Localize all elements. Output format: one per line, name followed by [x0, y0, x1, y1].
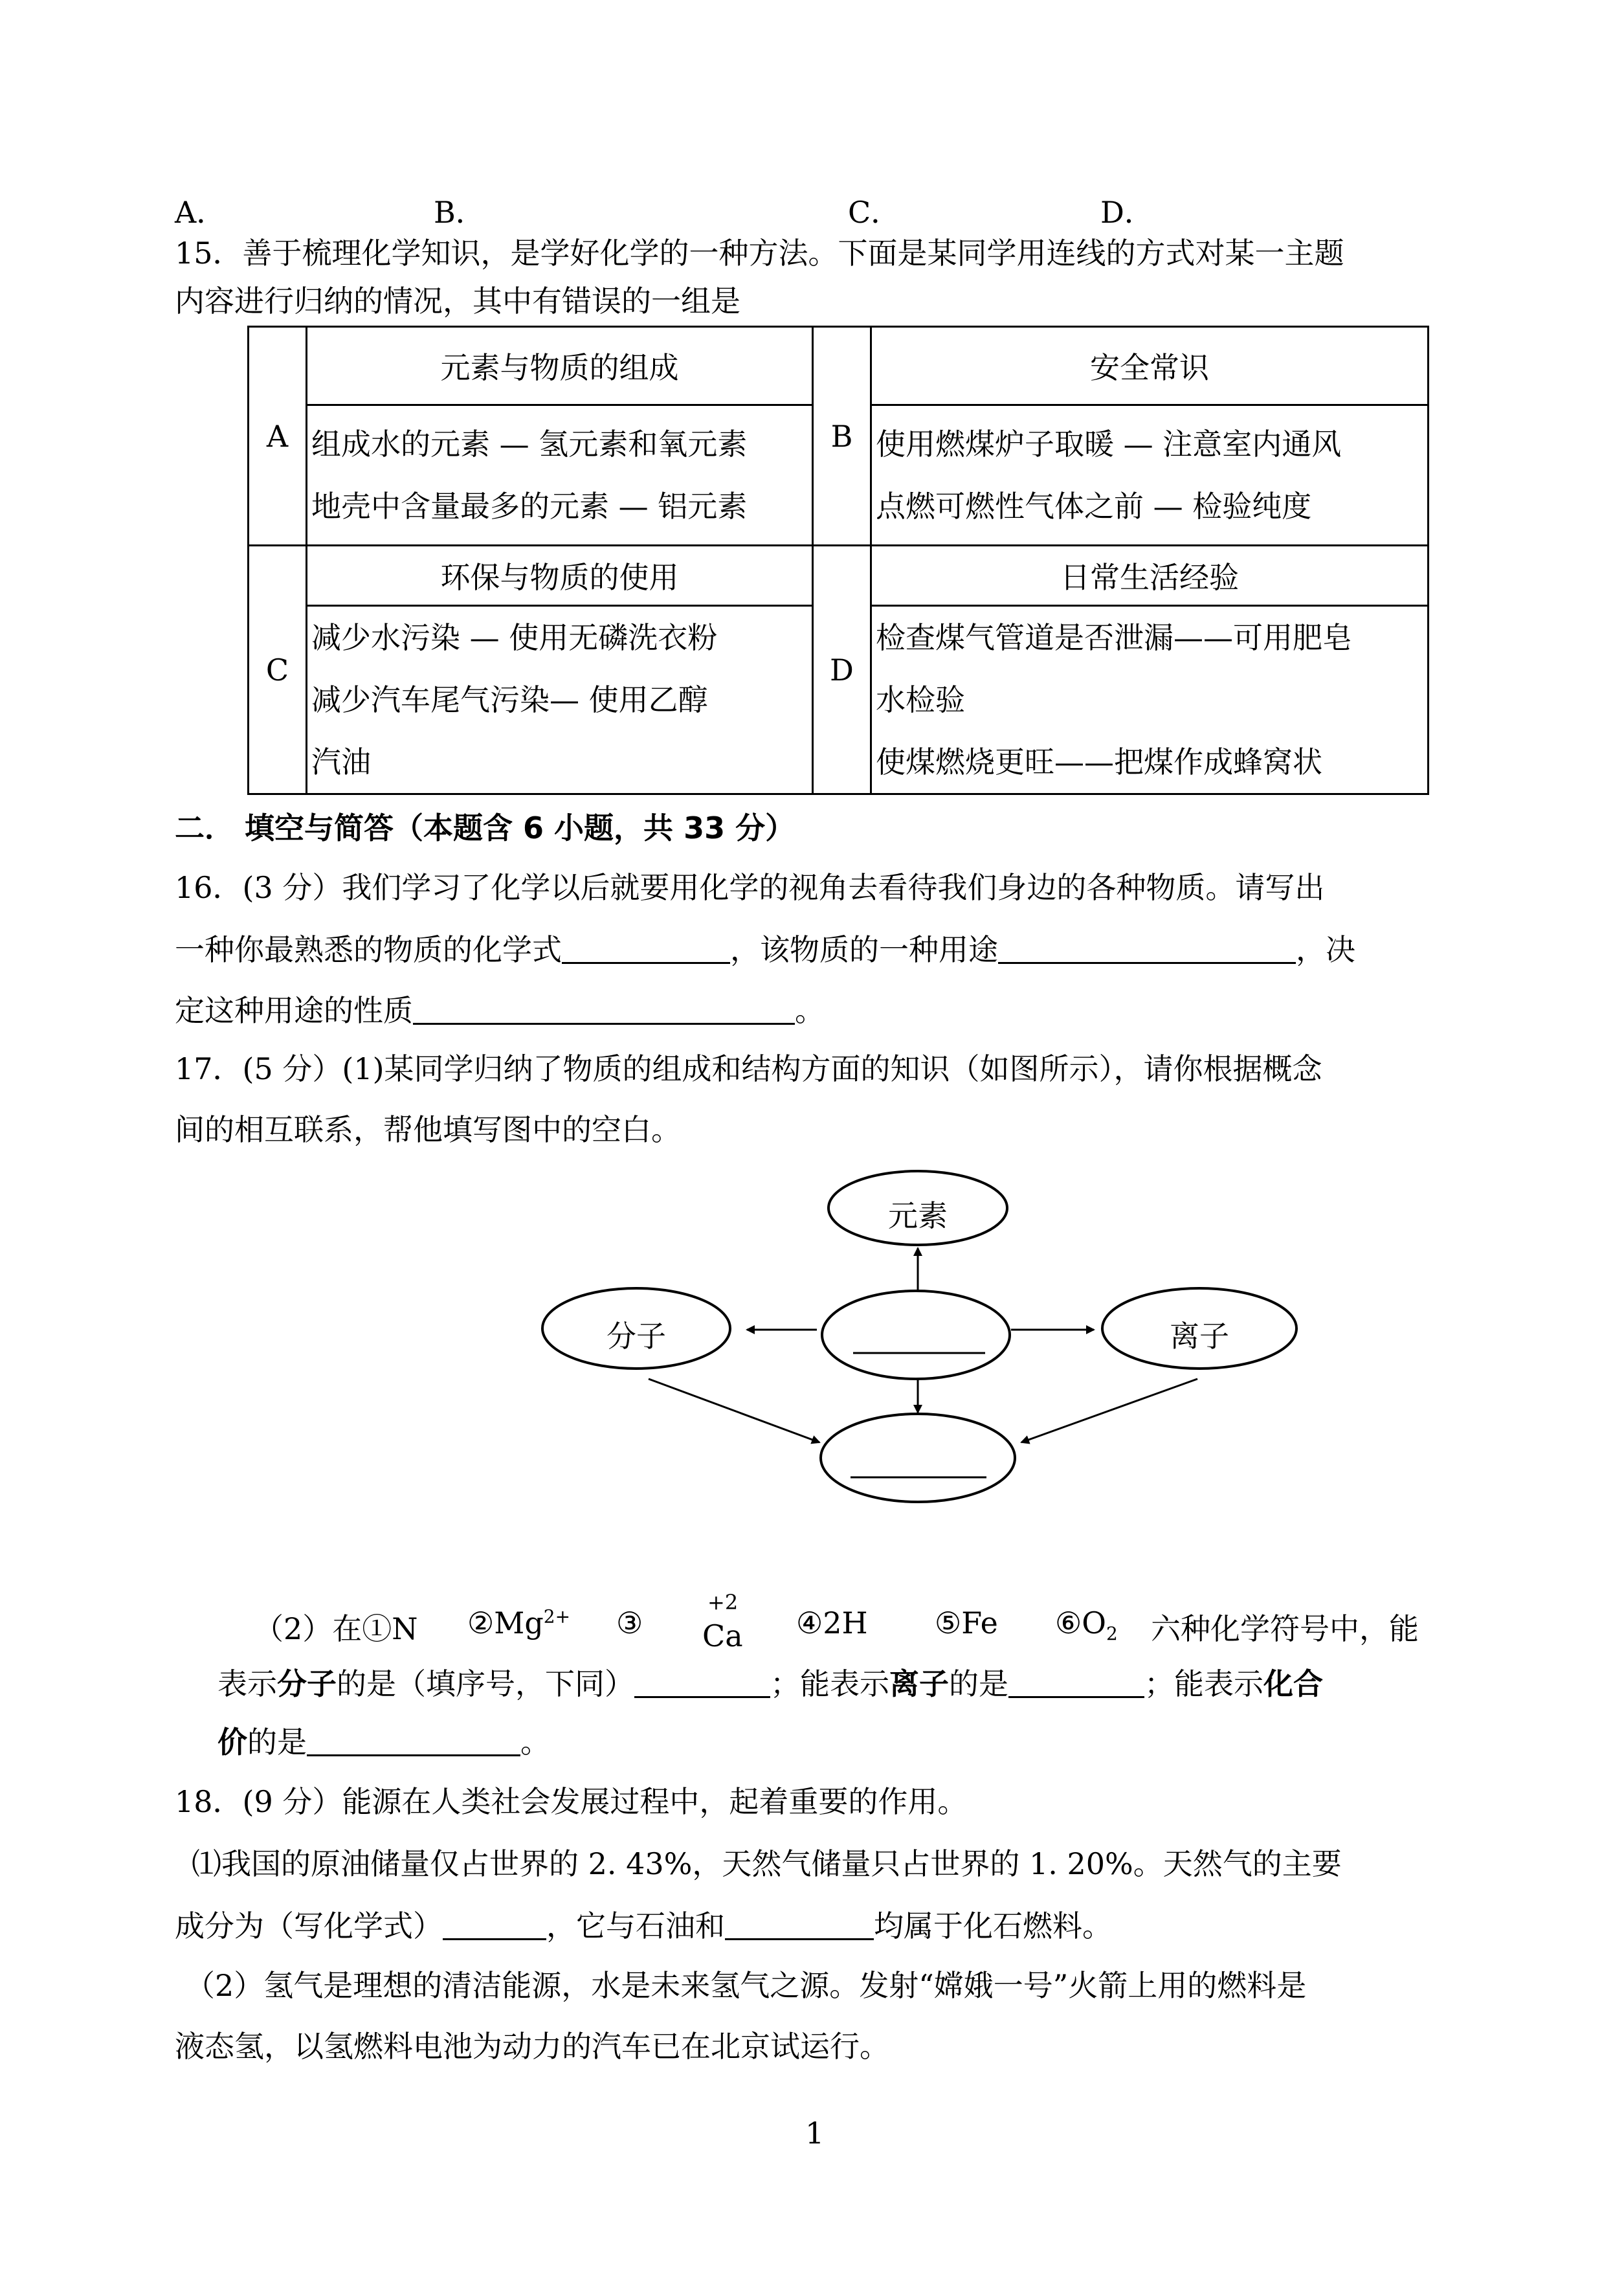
q17-text: 的是（填序号，下同） — [337, 1666, 634, 1701]
cell-d-line: 水检验 — [876, 682, 965, 717]
symbol-ca: Ca — [702, 1618, 743, 1653]
q18-text: 成分为（写化学式） — [175, 1908, 443, 1943]
cell-b-line: 点燃可燃性气体之前 — 检验纯度 — [876, 489, 1312, 524]
cell-d-letter: D — [813, 546, 871, 794]
q17-part2-tail: 六种化学符号中，能 — [1151, 1611, 1419, 1646]
cell-c-letter: C — [249, 546, 307, 794]
q17-text: 的是 — [949, 1666, 1008, 1701]
symbol-fe: ⑤Fe — [935, 1605, 998, 1640]
q18-text: ，它与石油和 — [546, 1908, 725, 1943]
q17-part2-intro: （2）在①N — [254, 1611, 418, 1646]
q16-text: ，该物质的一种用途 — [730, 932, 998, 967]
ion-answer-blank[interactable] — [1008, 1668, 1144, 1698]
arrow-molecule-to-bottom — [649, 1379, 819, 1442]
option-a: A． — [175, 195, 227, 230]
cell-a-letter: A — [249, 327, 307, 546]
cell-c-line: 汽油 — [311, 744, 371, 779]
q16-line1: 16．(3 分）我们学习了化学以后就要用化学的视角去看待我们身边的各种物质。请写出 — [175, 870, 1325, 905]
q17-bold-text: 分子 — [277, 1666, 337, 1701]
page-number: 1 — [805, 2116, 825, 2151]
gas-formula-blank[interactable] — [443, 1910, 546, 1940]
valence-mark: +2 — [707, 1590, 739, 1615]
element-label: 元素 — [888, 1198, 948, 1233]
arrow-ion-to-bottom — [1021, 1379, 1197, 1442]
charge-superscript: 2+ — [543, 1605, 571, 1627]
cell-b-line: 使用燃煤炉子取暖 — 注意室内通风 — [876, 427, 1342, 462]
symbol-2h: ④2H — [796, 1605, 868, 1640]
section-heading: 二． 填空与简答（本题含 6 小题，共 33 分） — [175, 811, 795, 845]
q17-part2-line2 — [217, 1668, 1323, 1699]
valence-answer-blank[interactable] — [307, 1726, 520, 1756]
center-blank-node — [822, 1291, 1010, 1379]
symbol-text: ⑥O — [1055, 1605, 1106, 1640]
cell-c-line: 减少汽车尾气污染— 使用乙醇 — [311, 682, 708, 717]
q16-text: 定这种用途的性质 — [175, 993, 413, 1028]
symbol-o2 — [1055, 1605, 1118, 1644]
q16-text: ，决 — [1296, 932, 1355, 967]
q18-line3 — [175, 1910, 1112, 1941]
cell-c-title: 环保与物质的使用 — [307, 546, 813, 606]
symbol-3: ③ — [616, 1605, 643, 1640]
q17-line2: 间的相互联系，帮他填写图中的空白。 — [175, 1112, 681, 1147]
q17-line1: 17．(5 分）(1)某同学归纳了物质的组成和结构方面的知识（如图所示），请你根据概念 — [175, 1051, 1322, 1086]
q17-text: ；能表示 — [770, 1666, 889, 1701]
molecule-answer-blank[interactable] — [634, 1668, 770, 1698]
cell-b-letter: B — [813, 327, 871, 546]
q17-part2-line3 — [217, 1725, 550, 1760]
q15-line1: 15．善于梳理化学知识，是学好化学的一种方法。下面是某同学用连线的方式对某一主题 — [175, 236, 1344, 271]
cell-d-line: 使煤燃烧更旺——把煤作成蜂窝状 — [876, 744, 1322, 779]
ion-label: 离子 — [1170, 1319, 1229, 1354]
cell-a-line: 组成水的元素 — 氢元素和氧元素 — [311, 427, 748, 462]
bottom-blank-node — [821, 1414, 1015, 1502]
cell-c-line: 减少水污染 — 使用无磷洗衣粉 — [311, 620, 718, 655]
option-d: D． — [1100, 195, 1154, 230]
symbol-text: ②Mg — [467, 1605, 544, 1640]
q17-text: ；能表示 — [1144, 1666, 1263, 1701]
q18-line2: ⑴我国的原油储量仅占世界的 2. 43%，天然气储量只占世界的 1. 20%。天然气的主要 — [192, 1846, 1342, 1881]
q17-text: 。 — [520, 1725, 550, 1760]
cell-b-title: 安全常识 — [871, 327, 1429, 405]
q18-line1: 18．(9 分）能源在人类社会发展过程中，起着重要的作用。 — [175, 1784, 968, 1819]
q18-text: 均属于化石燃料。 — [874, 1908, 1112, 1943]
q17-bold-text: 离子 — [889, 1666, 949, 1701]
q17-text: 表示 — [217, 1666, 277, 1701]
subscript: 2 — [1106, 1623, 1118, 1645]
molecule-label: 分子 — [606, 1319, 666, 1354]
q18-line5: 液态氢，以氢燃料电池为动力的汽车已在北京试运行。 — [175, 2029, 889, 2064]
q15-line2: 内容进行归纳的情况，其中有错误的一组是 — [175, 284, 740, 319]
q17-bold-text: 价 — [217, 1725, 247, 1760]
cell-d-title: 日常生活经验 — [871, 546, 1429, 606]
option-c: C． — [848, 195, 901, 230]
q17-bold-text: 化合 — [1263, 1666, 1323, 1701]
q17-text: 的是 — [247, 1725, 307, 1760]
q16-text: 。 — [795, 993, 825, 1028]
fossil-fuel-blank[interactable] — [725, 1910, 874, 1940]
cell-d-line: 检查煤气管道是否泄漏——可用肥皂 — [876, 620, 1352, 655]
symbol-mg — [467, 1605, 570, 1640]
q16-text: 一种你最熟悉的物质的化学式 — [175, 932, 562, 967]
cell-a-title: 元素与物质的组成 — [307, 327, 813, 405]
q18-line4: （2）氢气是理想的清洁能源，水是未来氢气之源。发射“嫦娥一号”火箭上用的燃料是 — [185, 1968, 1307, 2003]
option-b: B． — [434, 195, 485, 230]
cell-a-line: 地壳中含量最多的元素 — 铝元素 — [311, 489, 748, 524]
